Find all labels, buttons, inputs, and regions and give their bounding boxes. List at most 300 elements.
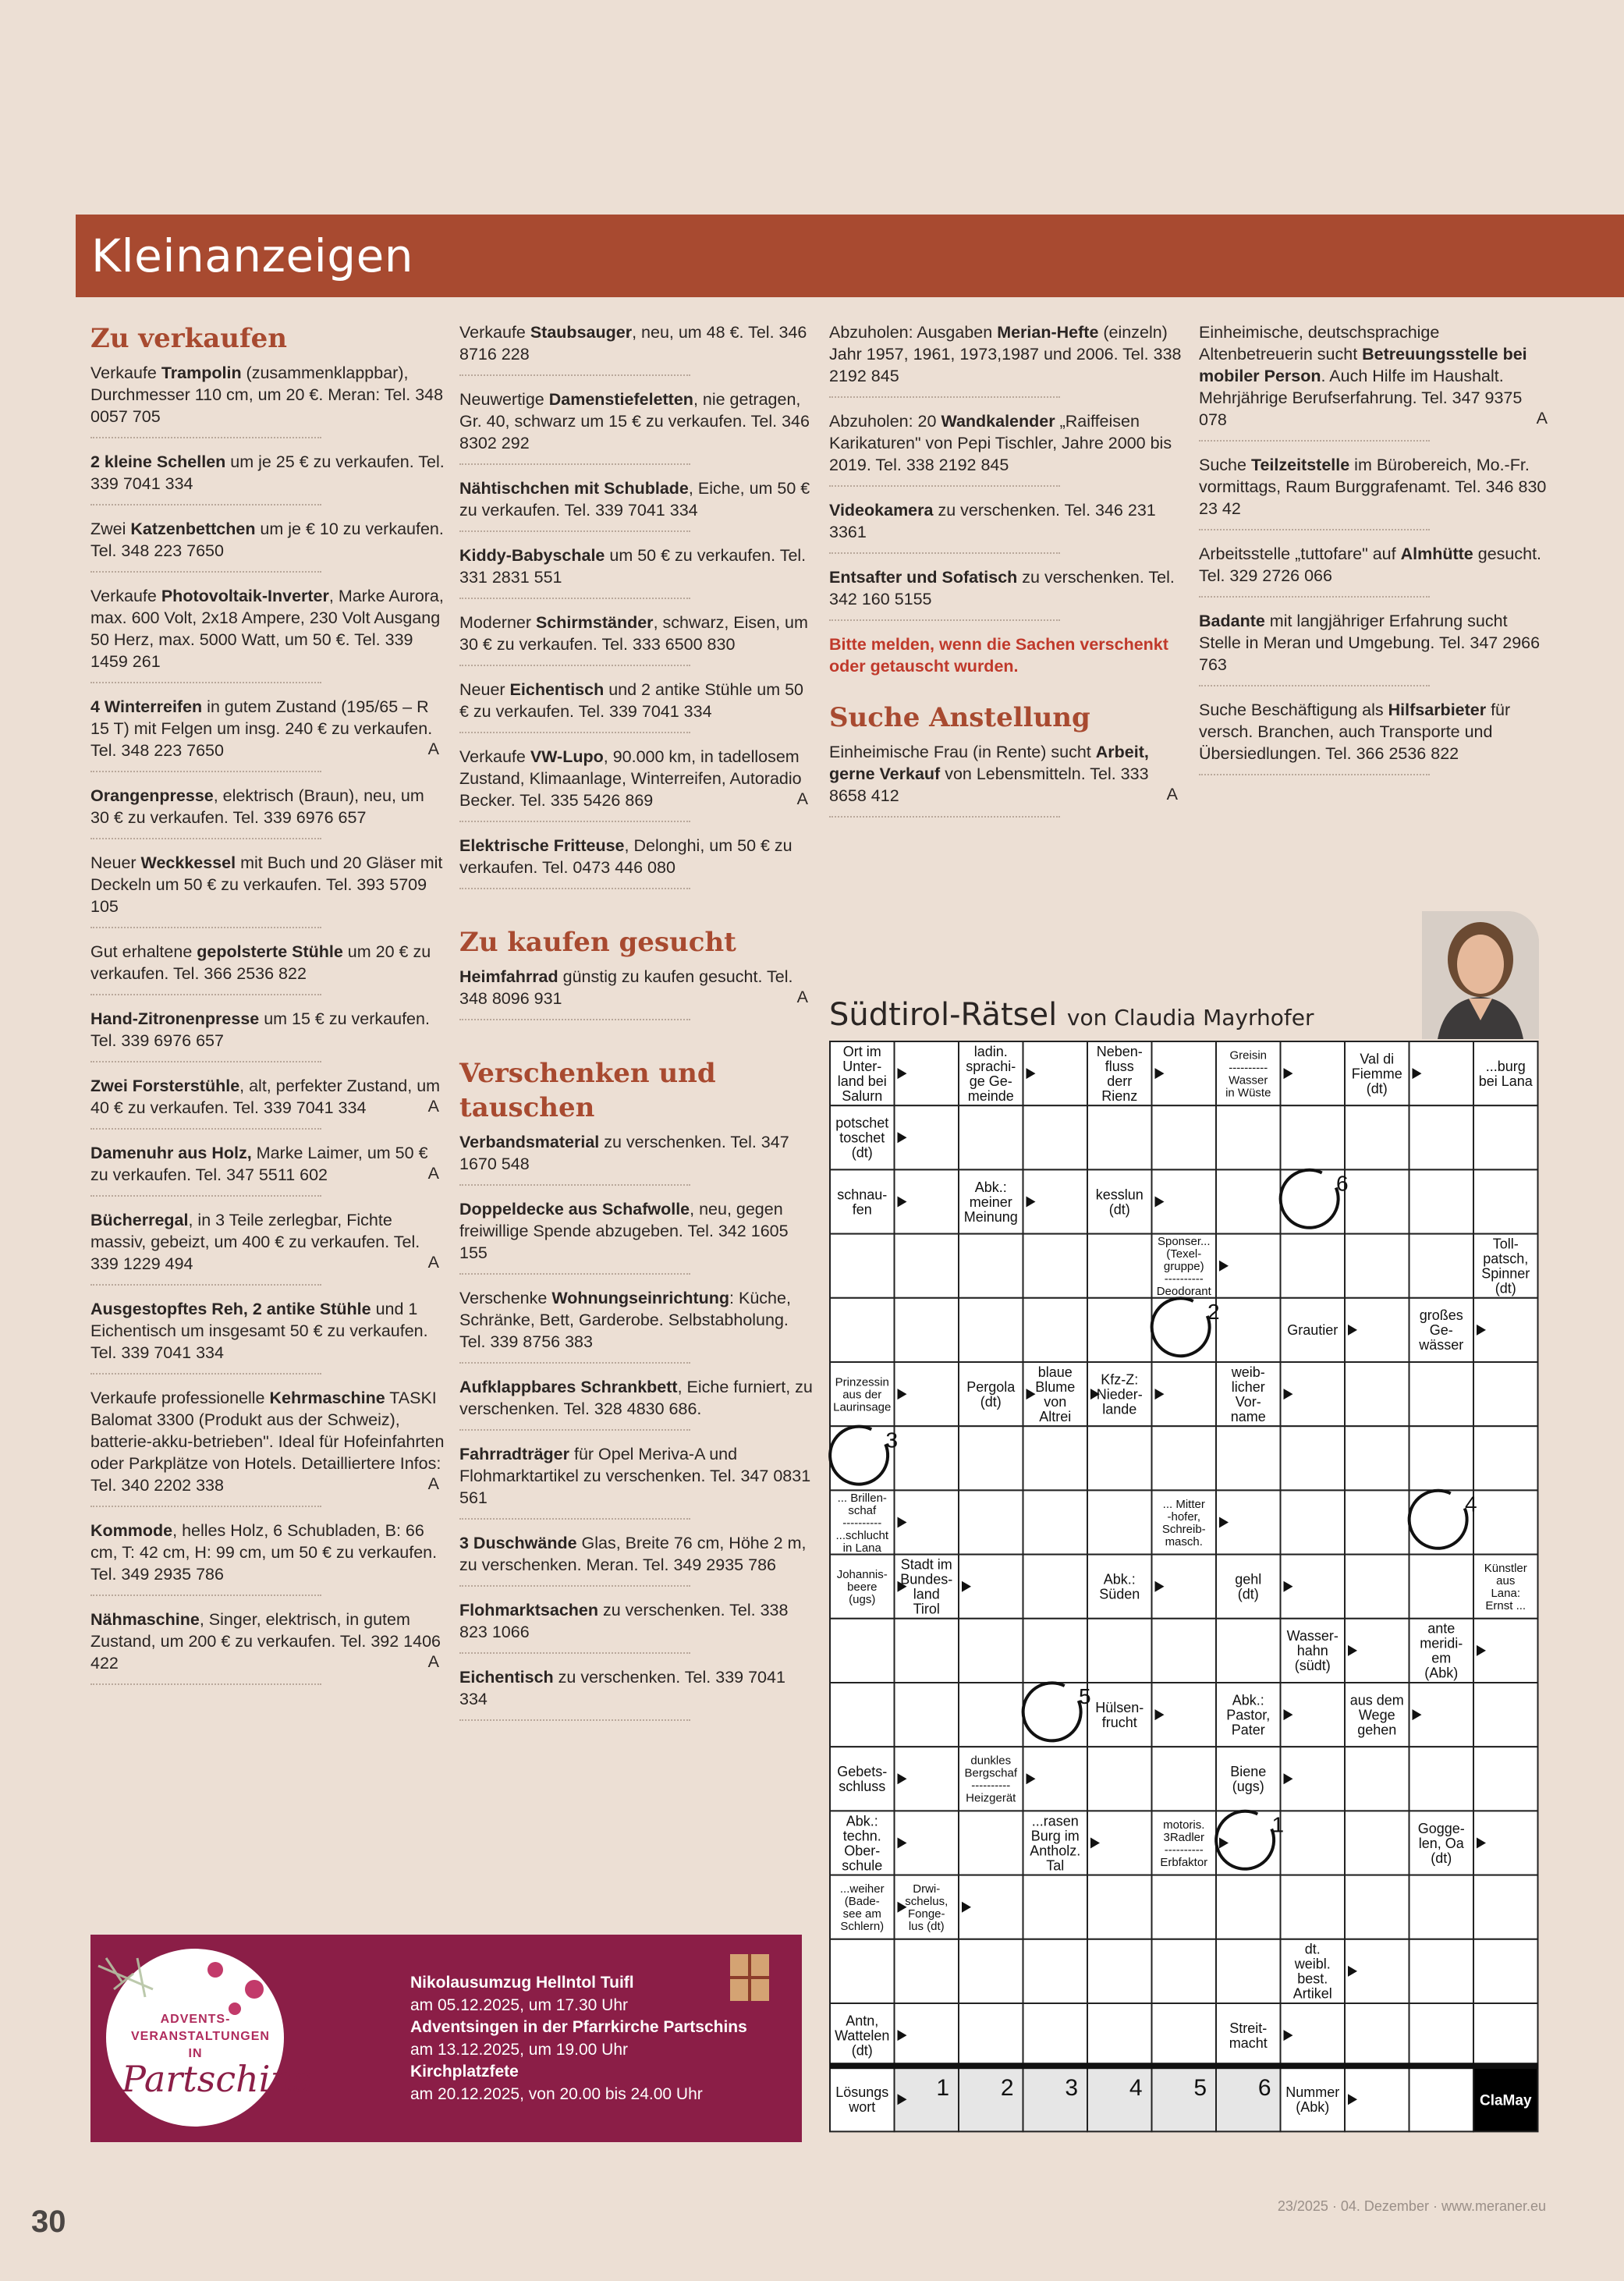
clue-text: Streit-macht: [1229, 2020, 1268, 2051]
classified-ad: [459, 1599, 814, 1654]
answer-cell[interactable]: [1216, 1298, 1281, 1362]
ad-text-prefix: Verkaufe: [459, 323, 530, 342]
answer-cell[interactable]: [1473, 1939, 1538, 2003]
answer-cell[interactable]: [1023, 1490, 1088, 1554]
answer-cell[interactable]: [1409, 1875, 1474, 1939]
ad-text: [459, 1666, 814, 1710]
answer-cell[interactable]: [830, 1619, 895, 1683]
classified-ad: [459, 1532, 814, 1587]
clue-text: aus dem Wege gehen: [1349, 1692, 1404, 1738]
solution-divider: [830, 2063, 1538, 2069]
answer-cell[interactable]: [1409, 2003, 1474, 2067]
ad-text-prefix: Suche Beschäftigung als: [1199, 701, 1388, 719]
ad-text: [1199, 454, 1554, 520]
answer-cell[interactable]: [1023, 1426, 1088, 1490]
answer-cell[interactable]: [1087, 1939, 1152, 2003]
ad-marker: A: [427, 1474, 439, 1493]
classified-ad: [459, 321, 814, 376]
ad-text-prefix: Einheimische Frau (in Rente) sucht: [829, 743, 1096, 761]
clue-text: blaue Blume von Altrei: [1035, 1364, 1076, 1424]
ad-text-prefix: Gut erhaltene: [90, 942, 197, 961]
ad-item-name: Weckkessel: [140, 853, 236, 872]
ad-text: [459, 1599, 814, 1643]
notice-text: Bitte melden, wenn die Sachen verschenkt oder getauscht wurden.: [829, 635, 1168, 676]
ad-text: [90, 1609, 445, 1674]
classified-ad: [459, 477, 814, 532]
classified-ad: [459, 388, 814, 465]
ad-marker: A: [427, 740, 439, 758]
answer-cell[interactable]: [1281, 1875, 1346, 1939]
answer-cell[interactable]: [1473, 1426, 1538, 1490]
answer-cell[interactable]: [1087, 1747, 1152, 1811]
answer-cell[interactable]: [1281, 1234, 1346, 1298]
ad-item-name: VW-Lupo: [530, 747, 604, 766]
clue-text: Toll-patsch, Spinner (dt): [1481, 1236, 1530, 1297]
column-2: [459, 321, 814, 1733]
ad-text: [829, 321, 1184, 387]
ad-text: [459, 1131, 814, 1175]
puzzle-title-text: Südtirol-Rätsel: [829, 997, 1058, 1033]
ad-text-body: , in 3 Teile zerlegbar, Fichte massiv, gebeizt, um 400 € zu verkaufen. Tel. 339 1229 494: [90, 1211, 420, 1273]
classified-ad: [459, 1131, 814, 1186]
ad-text: [459, 679, 814, 722]
answer-cell[interactable]: [1473, 1683, 1538, 1747]
answer-cell[interactable]: [1281, 1105, 1346, 1169]
answer-cell[interactable]: [895, 1298, 959, 1362]
answer-cell[interactable]: [1087, 2003, 1152, 2067]
column-4: [1199, 321, 1554, 788]
answer-cell[interactable]: [895, 1683, 959, 1747]
clue-text: Johannis-beere (ugs): [836, 1567, 888, 1606]
answer-cell[interactable]: [1281, 1811, 1346, 1875]
clue-text: Neben-fluss derr Rienz: [1096, 1043, 1143, 1104]
answer-cell[interactable]: [1409, 2067, 1474, 2131]
ad-text-body: (einzeln) Jahr 1957, 1961, 1973,1987 und 2006. Tel. 338 2192 845: [829, 323, 1182, 385]
event-logo-script: Partschins: [122, 2058, 312, 2100]
answer-cell[interactable]: [1345, 1426, 1409, 1490]
answer-cell[interactable]: [959, 1683, 1023, 1747]
classified-ad: [90, 518, 445, 573]
clue-text: Abk.: Pastor, Pater: [1226, 1692, 1271, 1738]
ad-text-body: für Opel Meriva-A und Flohmarktartikel zu verschenken. Tel. 347 0831 561: [459, 1445, 811, 1507]
ad-item-name: Damenuhr aus Holz,: [90, 1144, 252, 1162]
section-heading-zu-verkaufen: Zu verkaufen: [90, 323, 287, 354]
classified-ad: [459, 746, 814, 822]
answer-cell[interactable]: [1216, 1619, 1281, 1683]
answer-cell[interactable]: [1345, 1234, 1409, 1298]
clue-text: Gebets-schluss: [837, 1764, 888, 1795]
ad-marker: A: [796, 789, 808, 808]
answer-cell[interactable]: [1409, 1747, 1474, 1811]
ad-item-name: Damenstiefeletten: [548, 390, 693, 409]
ad-text-body: , elektrisch (Braun), neu, um 30 € zu verkaufen. Tel. 339 6976 657: [90, 786, 424, 827]
ad-text-prefix: Verkaufe: [90, 364, 161, 382]
clue-text: Stadt im Bundes-land Tirol: [900, 1556, 953, 1617]
ad-item-name: Zwei Forsterstühle: [90, 1077, 240, 1095]
crossword-grid[interactable]: [828, 1039, 1541, 2143]
answer-cell[interactable]: [830, 1234, 895, 1298]
ad-item-name: Teilzeitstelle: [1250, 456, 1350, 474]
ad-text: [90, 941, 445, 984]
classified-ad: [90, 451, 445, 506]
classified-ad: [829, 741, 1184, 818]
ad-text: [459, 612, 814, 655]
event-line: am 05.12.2025, um 17.30 Uhr: [410, 1995, 629, 2014]
event-line: Kirchplatzfete: [410, 2063, 519, 2081]
ad-text: [829, 410, 1184, 476]
ad-marker: A: [1536, 409, 1548, 427]
event-line: am 13.12.2025, um 19.00 Uhr: [410, 2040, 629, 2059]
ad-item-name: Kommode: [90, 1521, 173, 1540]
puzzle-author: von Claudia Mayrhofer: [1066, 1005, 1314, 1031]
ad-text: [459, 1376, 814, 1420]
answer-cell[interactable]: [1473, 1105, 1538, 1169]
clue-text: Kfz-Z: Nieder-lande: [1096, 1371, 1143, 1417]
clue-text: Drwi-schelus, Fonge-lus (dt): [905, 1882, 949, 1933]
clue-text: großes Ge-wässer: [1419, 1307, 1464, 1353]
solution-marker-number: 1: [1271, 1812, 1285, 1837]
clue-text: Abk.: meiner Meinung: [963, 1179, 1018, 1225]
answer-cell[interactable]: [1023, 2003, 1088, 2067]
ad-text-body: günstig zu kaufen gesucht. Tel. 348 8096 931: [459, 967, 793, 1008]
classified-ad: [90, 1008, 445, 1062]
ad-marker: A: [427, 1097, 439, 1116]
answer-cell[interactable]: [1409, 1426, 1474, 1490]
answer-cell[interactable]: [1473, 1362, 1538, 1426]
answer-cell[interactable]: [1409, 1939, 1474, 2003]
ad-text-body: , neu, um 48 €. Tel. 346 8716 228: [459, 323, 807, 364]
clue-text: ante meridi-em (Abk): [1420, 1620, 1463, 1681]
answer-cell[interactable]: [1152, 1875, 1217, 1939]
ad-item-name: Fahrradträger: [459, 1445, 569, 1463]
answer-cell[interactable]: [1216, 1169, 1281, 1233]
ad-text-prefix: Verkaufe: [90, 587, 161, 605]
classified-ad: [459, 835, 814, 889]
classified-ad: [90, 1075, 445, 1130]
answer-cell[interactable]: [1473, 1875, 1538, 1939]
classified-ad: [90, 852, 445, 928]
classified-ad: [90, 585, 445, 683]
answer-cell[interactable]: [1152, 1747, 1217, 1811]
ad-item-name: Doppeldecke aus Schafwolle: [459, 1200, 690, 1219]
clue-text: dunkles Bergschaf ----------Heizgerät: [964, 1754, 1018, 1805]
ad-text-prefix: Verschenke: [459, 1289, 552, 1307]
ad-text-body: , nie getragen, Gr. 40, schwarz um 15 € zu verkaufen. Tel. 346 8302 292: [459, 390, 810, 452]
ad-text-body: zu verschenken. Tel. 346 231 3361: [829, 501, 1156, 541]
ad-item-name: Ausgestopftes Reh, 2 antike Stühle: [90, 1300, 371, 1318]
ad-text: [1199, 699, 1554, 764]
classified-ad: [1199, 454, 1554, 530]
ad-text-body: , neu, gegen freiwillige Spende abzugeben. Tel. 342 1605 155: [459, 1200, 789, 1262]
ad-marker: A: [427, 1652, 439, 1671]
clue-text: Antn, Wattelen (dt): [835, 2013, 890, 2059]
answer-cell[interactable]: [1216, 1875, 1281, 1939]
answer-cell[interactable]: [1473, 2003, 1538, 2067]
ad-text: [1199, 543, 1554, 587]
clue-text: ...burg bei Lana: [1478, 1058, 1533, 1089]
answer-cell[interactable]: [1087, 1490, 1152, 1554]
classified-ad: [459, 679, 814, 733]
answer-cell[interactable]: [1409, 1169, 1474, 1233]
answer-cell[interactable]: [1152, 2003, 1217, 2067]
answer-cell[interactable]: [1345, 1555, 1409, 1619]
column-1: [90, 321, 445, 1697]
classified-ad: [1199, 321, 1554, 442]
answer-cell[interactable]: [1023, 1105, 1088, 1169]
answer-cell[interactable]: [1087, 1105, 1152, 1169]
ad-item-name: Katzenbettchen: [130, 520, 256, 538]
ad-item-name: Videokamera: [829, 501, 934, 520]
author-portrait: [1422, 911, 1539, 1039]
ad-text: [459, 966, 814, 1009]
ad-item-name: Heimfahrrad: [459, 967, 558, 986]
ad-item-name: Orangenpresse: [90, 786, 214, 805]
clue-text: Prinzessin aus der Laurinsage: [833, 1375, 892, 1414]
answer-cell[interactable]: [895, 1939, 959, 2003]
ad-item-name: Nähmaschine: [90, 1610, 200, 1629]
answer-cell[interactable]: [959, 2003, 1023, 2067]
answer-cell[interactable]: [1087, 1298, 1152, 1362]
ad-text: [1199, 610, 1554, 676]
clue-text: Val di Fiemme (dt): [1351, 1051, 1402, 1097]
classified-ad: [1199, 610, 1554, 686]
ad-text-body: um 50 € zu verkaufen. Tel. 331 2831 551: [459, 546, 807, 587]
section-banner: [76, 215, 1624, 297]
ad-text: [459, 545, 814, 588]
classified-ad: [1199, 699, 1554, 775]
classified-ad: [90, 1142, 445, 1197]
answer-cell[interactable]: [959, 1490, 1023, 1554]
ad-text: [459, 1532, 814, 1576]
answer-cell[interactable]: [1023, 1619, 1088, 1683]
ad-item-name: Arbeit, gerne Verkauf: [829, 743, 1149, 783]
clue-text: Abk.: Süden: [1099, 1571, 1140, 1602]
ad-item-name: Badante: [1199, 612, 1265, 630]
ad-text-body: mit Buch und 20 Gläser mit Deckeln um 50 € zu verkaufen. Tel. 393 5709 105: [90, 853, 443, 916]
puzzle-brand: ClaMay: [1479, 2092, 1532, 2109]
ad-text-body: gesucht. Tel. 329 2726 066: [1199, 545, 1542, 585]
answer-cell[interactable]: [1087, 1426, 1152, 1490]
answer-cell[interactable]: [959, 1939, 1023, 2003]
answer-cell[interactable]: [1345, 1811, 1409, 1875]
ad-marker: A: [427, 1253, 439, 1272]
ad-item-name: Nähtischchen mit Schublade: [459, 479, 689, 498]
ad-item-name: Wandkalender: [941, 412, 1055, 431]
clue-text: ... Brillen-schaf ----------...schlucht in Lana: [835, 1491, 889, 1555]
clue-text: Lösungs wort: [835, 2084, 889, 2116]
answer-cell[interactable]: [1023, 1939, 1088, 2003]
classified-ad: [459, 545, 814, 599]
ad-text-body: , Eiche, um 50 € zu verkaufen. Tel. 339 7041 334: [459, 479, 810, 520]
ad-text-body: : Küche, Schränke, Bett, Garderobe. Selbstabholung. Tel. 339 8756 383: [459, 1289, 791, 1351]
answer-cell[interactable]: [1345, 1747, 1409, 1811]
answer-cell[interactable]: [1023, 1234, 1088, 1298]
ad-text: [829, 499, 1184, 543]
ad-text: [459, 477, 814, 521]
answer-cell[interactable]: [1409, 1105, 1474, 1169]
classified-ad: [829, 566, 1184, 621]
answer-cell[interactable]: [1345, 1490, 1409, 1554]
answer-cell[interactable]: [1473, 1169, 1538, 1233]
answer-cell[interactable]: [1281, 1426, 1346, 1490]
ad-marker: A: [1166, 785, 1178, 803]
classified-ad: [459, 1666, 814, 1721]
answer-cell[interactable]: [959, 1298, 1023, 1362]
clue-text: ...rasen Burg im Antholz. Tal: [1030, 1813, 1081, 1874]
ad-text: [459, 1287, 814, 1353]
ad-text-body: , alt, perfekter Zustand, um 40 € zu verkaufen. Tel. 339 7041 334: [90, 1077, 441, 1117]
ad-marker: A: [796, 988, 808, 1006]
ad-text: [90, 585, 445, 672]
ad-marker: A: [427, 1164, 439, 1183]
clue-text: potschet toschet (dt): [835, 1115, 889, 1161]
ad-item-name: Eichentisch: [459, 1668, 554, 1687]
answer-cell[interactable]: [1152, 1619, 1217, 1683]
classified-ad: [459, 1376, 814, 1431]
answer-cell[interactable]: [1152, 1426, 1217, 1490]
section-heading-suche-anstellung: Suche Anstellung: [829, 702, 1090, 733]
answer-cell[interactable]: [959, 1426, 1023, 1490]
ad-text-body: , Delonghi, um 50 € zu verkaufen. Tel. 0473 446 080: [459, 836, 792, 877]
ad-text: [459, 746, 814, 811]
answer-cell[interactable]: [959, 1234, 1023, 1298]
answer-cell[interactable]: [895, 1426, 959, 1490]
solution-number: 1: [936, 2075, 949, 2102]
ad-item-name: Trampolin: [161, 364, 242, 382]
ad-text: [459, 388, 814, 454]
answer-cell[interactable]: [1345, 2003, 1409, 2067]
answer-cell[interactable]: [1409, 1555, 1474, 1619]
answer-cell[interactable]: [1409, 1362, 1474, 1426]
answer-cell[interactable]: [830, 1683, 895, 1747]
classified-ad: [459, 966, 814, 1020]
ad-text: [90, 1387, 445, 1496]
ad-text-prefix: Neuer: [90, 853, 141, 872]
ad-text: [90, 696, 445, 761]
ad-item-name: Almhütte: [1400, 545, 1473, 563]
ad-text-prefix: Abzuholen: 20: [829, 412, 941, 431]
answer-cell[interactable]: [1023, 1555, 1088, 1619]
answer-cell[interactable]: [1473, 1490, 1538, 1554]
answer-cell[interactable]: [1345, 1362, 1409, 1426]
ad-item-name: Aufklappbares Schrankbett: [459, 1378, 678, 1396]
ad-text-body: für versch. Branchen, auch Transporte und Übersiedlungen. Tel. 366 2536 822: [1199, 701, 1511, 763]
answer-cell[interactable]: [1473, 1747, 1538, 1811]
ad-item-name: Betreuungsstelle bei mobiler Person: [1199, 345, 1527, 385]
answer-cell[interactable]: [959, 1105, 1023, 1169]
ad-item-name: 3 Duschwände: [459, 1534, 577, 1552]
ad-item-name: Bücherregal: [90, 1211, 189, 1229]
answer-cell[interactable]: [830, 1298, 895, 1362]
ad-text-body: Marke Laimer, um 50 € zu verkaufen. Tel. 347 5511 602: [90, 1144, 428, 1184]
ad-item-name: 2 kleine Schellen: [90, 452, 226, 471]
ad-item-name: Eichentisch: [509, 680, 605, 699]
ad-item-name: Schirmständer: [536, 613, 654, 632]
clue-text: kesslun (dt): [1095, 1187, 1144, 1218]
answer-cell[interactable]: [895, 1619, 959, 1683]
answer-cell[interactable]: [1152, 1939, 1217, 2003]
ad-text: [90, 1520, 445, 1585]
ad-text-prefix: Suche: [1199, 456, 1251, 474]
classified-ad: [1199, 543, 1554, 598]
column-3: [829, 321, 1184, 830]
answer-cell[interactable]: [1023, 1298, 1088, 1362]
answer-cell[interactable]: [1087, 1875, 1152, 1939]
answer-cell[interactable]: [1216, 1105, 1281, 1169]
ad-text-prefix: Verkaufe professionelle: [90, 1389, 270, 1407]
ad-text-body: „Raiffeisen Karikaturen" von Pepi Tischler, Jahre 2000 bis 2019. Tel. 338 2192 845: [829, 412, 1172, 474]
event-line: Adventsingen in der Pfarrkirche Partschins: [410, 2018, 747, 2036]
ad-text-body: (zusammenklappbar), Durchmesser 110 cm, um 20 €. Meran: Tel. 348 0057 705: [90, 364, 444, 426]
ad-text: [1199, 321, 1554, 431]
ad-text-body: zu verschenken. Tel. 339 7041 334: [459, 1668, 785, 1708]
answer-cell[interactable]: [830, 1939, 895, 2003]
solution-marker-number: 4: [1464, 1492, 1477, 1517]
answer-cell[interactable]: [1281, 1490, 1346, 1554]
ad-text-body: und 2 antike Stühle um 50 € zu verkaufen. Tel. 339 7041 334: [459, 680, 804, 721]
answer-cell[interactable]: [1345, 1105, 1409, 1169]
solution-marker-number: 3: [885, 1428, 899, 1453]
clue-text: Biene (ugs): [1230, 1764, 1267, 1795]
ad-text-body: im Bürobereich, Mo.-Fr. vormittags, Raum Burggrafenamt. Tel. 346 830 23 42: [1199, 456, 1547, 518]
clue-text: Greisin ----------Wasser in Wüste: [1225, 1048, 1271, 1100]
event-badge: ADVENTS-VERANSTALTUNGEN IN: [131, 2013, 270, 2060]
ad-item-name: Entsafter und Sofatisch: [829, 568, 1018, 587]
ad-text-body: in gutem Zustand (195/65 – R 15 T) mit Felgen um insg. 240 € zu verkaufen. Tel. 348 223 7650: [90, 697, 433, 760]
classified-ad: [829, 321, 1184, 398]
answer-cell[interactable]: [1023, 1875, 1088, 1939]
section-heading-zu-kaufen: Zu kaufen gesucht: [459, 927, 736, 958]
ad-text-body: , helles Holz, 6 Schubladen, B: 66 cm, T: 42 cm, H: 99 cm, um 50 € zu verkaufen. Tel. 349 2935 786: [90, 1521, 438, 1584]
ad-item-name: Kiddy-Babyschale: [459, 546, 605, 565]
ad-text-body: , Singer, elektrisch, in gutem Zustand, um 200 € zu verkaufen. Tel. 392 1406 422: [90, 1610, 441, 1673]
ad-item-name: Photovoltaik-Inverter: [161, 587, 329, 605]
answer-cell[interactable]: [1409, 1234, 1474, 1298]
answer-cell[interactable]: [959, 1619, 1023, 1683]
ad-text: [459, 835, 814, 878]
ad-text-body: um je € 10 zu verkaufen. Tel. 348 223 7650: [90, 520, 444, 560]
clue-text: Wasser-hahn (südt): [1286, 1628, 1339, 1674]
ad-text-body: um 15 € zu verkaufen. Tel. 339 6976 657: [90, 1009, 430, 1050]
ad-text-body: TASKI Balomat 3300 (Produkt aus der Schweiz), batterie-akku-betrieben". Ideal für Hofeinfahrten oder Parkplätze von Hotels. Detailliertere Infos: Tel. 340 2202 338: [90, 1389, 445, 1495]
ad-text: [90, 1298, 445, 1364]
ad-text-prefix: Arbeitsstelle „tuttofare" auf: [1199, 545, 1401, 563]
ad-text-prefix: Zwei: [90, 520, 131, 538]
solution-number: 6: [1257, 2075, 1271, 2102]
solution-marker-number: 5: [1078, 1684, 1091, 1709]
answer-cell[interactable]: [1216, 1939, 1281, 2003]
page-number: 30: [31, 2205, 66, 2239]
answer-cell[interactable]: [1087, 1619, 1152, 1683]
answer-cell[interactable]: [1216, 1426, 1281, 1490]
solution-number: 2: [1000, 2075, 1014, 2102]
answer-cell[interactable]: [1345, 1169, 1409, 1233]
answer-cell[interactable]: [1152, 1105, 1217, 1169]
ad-item-name: Verbandsmaterial: [459, 1133, 600, 1151]
ad-text-prefix: Abzuholen: Ausgaben: [829, 323, 998, 342]
answer-cell[interactable]: [895, 1234, 959, 1298]
answer-cell[interactable]: [1087, 1234, 1152, 1298]
classified-ad: [90, 785, 445, 839]
ad-text-body: , Marke Aurora, max. 600 Volt, 2x18 Ampere, 230 Volt Ausgang 50 Herz, max. 5000 Watt, um 50 €. Tel. 339 1459 261: [90, 587, 444, 671]
classified-ad: [829, 499, 1184, 554]
clue-text: Nummer (Abk): [1285, 2084, 1340, 2116]
ad-item-name: Elektrische Fritteuse: [459, 836, 625, 855]
answer-cell[interactable]: [1345, 1875, 1409, 1939]
ad-text-prefix: Moderner: [459, 613, 536, 632]
answer-cell[interactable]: [959, 1811, 1023, 1875]
ad-text-body: , schwarz, Eisen, um 30 € zu verkaufen. Tel. 333 6500 830: [459, 613, 808, 654]
